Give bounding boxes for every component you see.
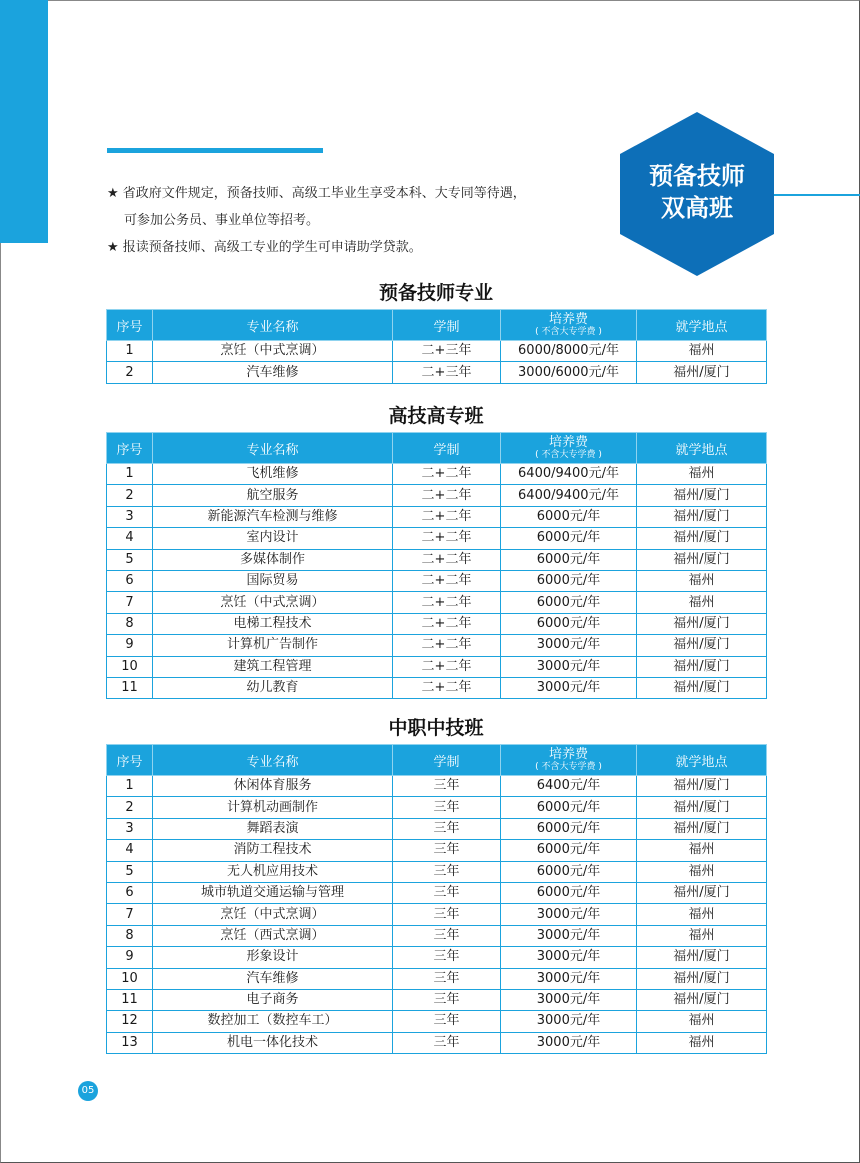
table-row: [107, 840, 767, 861]
cell-no: 1: [107, 341, 153, 362]
table-row: [107, 925, 767, 946]
table-row: [107, 861, 767, 882]
cell-major-name: 烹饪（西式烹调）: [153, 925, 393, 946]
table-row: [107, 362, 767, 383]
cell-no: 5: [107, 861, 153, 882]
cell-fee: 6000/8000元/年: [501, 341, 637, 362]
cell-location: 福州/厦门: [637, 677, 767, 698]
page-number: 05: [78, 1081, 98, 1101]
cell-duration: 三年: [393, 904, 501, 925]
section-title: 中职中技班: [388, 717, 484, 739]
cell-duration: 三年: [393, 968, 501, 989]
cell-major-name: 电梯工程技术: [153, 613, 393, 634]
cell-duration: 三年: [393, 1032, 501, 1053]
cell-fee: 3000元/年: [501, 947, 637, 968]
cell-major-name: 多媒体制作: [153, 549, 393, 570]
cell-no: 6: [107, 570, 153, 591]
cell-duration: 三年: [393, 925, 501, 946]
cell-location: 福州/厦门: [637, 528, 767, 549]
policy-notes: [107, 180, 526, 261]
cell-location: 福州: [637, 570, 767, 591]
header-fee: [501, 433, 637, 464]
table-header-row: [107, 310, 767, 341]
cell-major-name: 建筑工程管理: [153, 656, 393, 677]
table-row: [107, 1032, 767, 1053]
cell-duration: 二+二年: [393, 592, 501, 613]
cell-fee: 6400/9400元/年: [501, 464, 637, 485]
header-fee-label: 培养费: [548, 434, 588, 450]
cell-no: 9: [107, 635, 153, 656]
header-duration: 学制: [393, 310, 501, 341]
cell-no: 7: [107, 592, 153, 613]
cell-duration: 二+二年: [393, 485, 501, 506]
header-major-name: 专业名称: [153, 433, 393, 464]
table-row: [107, 570, 767, 591]
cell-no: 12: [107, 1011, 153, 1032]
cell-fee: 6000元/年: [501, 861, 637, 882]
table-row: [107, 989, 767, 1010]
table-row: [107, 818, 767, 839]
header-no: 序号: [107, 433, 153, 464]
header-fee-note: ( 不含大专学费 ): [535, 449, 602, 460]
cell-location: 福州/厦门: [637, 776, 767, 797]
cell-fee: 6400/9400元/年: [501, 485, 637, 506]
cell-no: 10: [107, 968, 153, 989]
table-header-row: [107, 745, 767, 776]
cell-location: 福州: [637, 1032, 767, 1053]
table-row: [107, 677, 767, 698]
cell-location: 福州/厦门: [637, 947, 767, 968]
cell-fee: 6000元/年: [501, 818, 637, 839]
cell-fee: 6000元/年: [501, 592, 637, 613]
table-row: [107, 904, 767, 925]
major-table: [106, 432, 767, 699]
cell-location: 福州/厦门: [637, 968, 767, 989]
table-row: [107, 776, 767, 797]
cell-duration: 三年: [393, 776, 501, 797]
cell-major-name: 电子商务: [153, 989, 393, 1010]
cell-major-name: 汽车维修: [153, 968, 393, 989]
cell-location: 福州/厦门: [637, 797, 767, 818]
cell-location: 福州/厦门: [637, 549, 767, 570]
table-row: [107, 968, 767, 989]
cell-fee: 6400元/年: [501, 776, 637, 797]
header-location: 就学地点: [637, 433, 767, 464]
badge-connector-line: [770, 194, 860, 196]
cell-major-name: 消防工程技术: [153, 840, 393, 861]
major-table: [106, 309, 767, 384]
header-location: 就学地点: [637, 745, 767, 776]
cell-duration: 三年: [393, 818, 501, 839]
cell-fee: 6000元/年: [501, 528, 637, 549]
cell-location: 福州: [637, 904, 767, 925]
accent-line: [107, 148, 323, 153]
header-fee-label: 培养费: [548, 746, 588, 762]
cell-duration: 二+二年: [393, 656, 501, 677]
cell-fee: 6000元/年: [501, 570, 637, 591]
cell-fee: 3000/6000元/年: [501, 362, 637, 383]
star-icon: ★: [107, 240, 119, 255]
header-duration: 学制: [393, 745, 501, 776]
badge-title: [618, 160, 776, 224]
cell-fee: 6000元/年: [501, 840, 637, 861]
header-major-name: 专业名称: [153, 310, 393, 341]
cell-fee: 6000元/年: [501, 797, 637, 818]
cell-location: 福州/厦门: [637, 613, 767, 634]
note-1: [107, 180, 526, 207]
cell-major-name: 烹饪（中式烹调）: [153, 592, 393, 613]
cell-no: 5: [107, 549, 153, 570]
cell-no: 1: [107, 776, 153, 797]
cell-duration: 三年: [393, 1011, 501, 1032]
cell-no: 7: [107, 904, 153, 925]
table-header-row: [107, 433, 767, 464]
cell-location: 福州/厦门: [637, 989, 767, 1010]
table-row: [107, 797, 767, 818]
cell-location: 福州/厦门: [637, 635, 767, 656]
table-row: [107, 464, 767, 485]
cell-fee: 3000元/年: [501, 677, 637, 698]
cell-location: 福州: [637, 925, 767, 946]
section-title: 预备技师专业: [378, 282, 493, 304]
cell-fee: 3000元/年: [501, 925, 637, 946]
cell-location: 福州: [637, 464, 767, 485]
header-duration: 学制: [393, 433, 501, 464]
table-row: [107, 528, 767, 549]
section-title: 高技高专班: [388, 405, 484, 427]
header-fee-label: 培养费: [548, 311, 588, 327]
table-row: [107, 485, 767, 506]
cell-no: 3: [107, 506, 153, 527]
cell-fee: 6000元/年: [501, 506, 637, 527]
header-fee-note: ( 不含大专学费 ): [535, 761, 602, 772]
cell-location: 福州/厦门: [637, 818, 767, 839]
table-row: [107, 592, 767, 613]
cell-duration: 三年: [393, 989, 501, 1010]
cell-no: 3: [107, 818, 153, 839]
cell-major-name: 室内设计: [153, 528, 393, 549]
cell-major-name: 计算机广告制作: [153, 635, 393, 656]
table-row: [107, 549, 767, 570]
cell-no: 11: [107, 677, 153, 698]
table-row: [107, 882, 767, 903]
table-row: [107, 947, 767, 968]
cell-duration: 二+二年: [393, 549, 501, 570]
badge-line-1: 预备技师: [649, 162, 745, 190]
cell-no: 2: [107, 485, 153, 506]
cell-duration: 二+二年: [393, 677, 501, 698]
star-icon: ★: [107, 186, 119, 201]
cell-duration: 二+二年: [393, 464, 501, 485]
cell-major-name: 机电一体化技术: [153, 1032, 393, 1053]
cell-no: 10: [107, 656, 153, 677]
cell-major-name: 新能源汽车检测与维修: [153, 506, 393, 527]
cell-major-name: 烹饪（中式烹调）: [153, 904, 393, 925]
header-no: 序号: [107, 310, 153, 341]
cell-duration: 二+二年: [393, 528, 501, 549]
cell-no: 4: [107, 840, 153, 861]
cell-duration: 二+三年: [393, 341, 501, 362]
cell-location: 福州: [637, 840, 767, 861]
cell-fee: 3000元/年: [501, 968, 637, 989]
cell-duration: 二+二年: [393, 635, 501, 656]
cell-location: 福州: [637, 1011, 767, 1032]
cell-no: 4: [107, 528, 153, 549]
cell-major-name: 汽车维修: [153, 362, 393, 383]
badge-line-2: 双高班: [661, 194, 733, 222]
note-2-text: 报读预备技师、高级工专业的学生可申请助学贷款。: [122, 240, 422, 255]
major-table: [106, 744, 767, 1054]
cell-major-name: 形象设计: [153, 947, 393, 968]
cell-duration: 二+三年: [393, 362, 501, 383]
header-major-name: 专业名称: [153, 745, 393, 776]
cell-fee: 6000元/年: [501, 549, 637, 570]
cell-duration: 三年: [393, 882, 501, 903]
cell-location: 福州/厦门: [637, 506, 767, 527]
header-fee: [501, 310, 637, 341]
header-location: 就学地点: [637, 310, 767, 341]
note-2: [107, 234, 526, 261]
note-1-text: 省政府文件规定，预备技师、高级工毕业生享受本科、大专同等待遇，: [122, 186, 526, 201]
cell-major-name: 休闲体育服务: [153, 776, 393, 797]
table-row: [107, 506, 767, 527]
cell-major-name: 幼儿教育: [153, 677, 393, 698]
cell-fee: 6000元/年: [501, 882, 637, 903]
cell-fee: 3000元/年: [501, 989, 637, 1010]
cell-fee: 3000元/年: [501, 904, 637, 925]
cell-no: 2: [107, 797, 153, 818]
cell-major-name: 无人机应用技术: [153, 861, 393, 882]
cell-location: 福州/厦门: [637, 882, 767, 903]
cell-fee: 3000元/年: [501, 1011, 637, 1032]
cell-fee: 3000元/年: [501, 656, 637, 677]
cell-fee: 3000元/年: [501, 635, 637, 656]
cell-location: 福州: [637, 341, 767, 362]
cell-major-name: 国际贸易: [153, 570, 393, 591]
note-1-continued: 可参加公务员、事业单位等招考。: [124, 213, 320, 228]
header-fee: [501, 745, 637, 776]
cell-no: 1: [107, 464, 153, 485]
cell-major-name: 计算机动画制作: [153, 797, 393, 818]
cell-fee: 6000元/年: [501, 613, 637, 634]
table-row: [107, 1011, 767, 1032]
cell-duration: 三年: [393, 947, 501, 968]
cell-major-name: 飞机维修: [153, 464, 393, 485]
cell-major-name: 城市轨道交通运输与管理: [153, 882, 393, 903]
cell-location: 福州/厦门: [637, 656, 767, 677]
side-accent-bar: [0, 0, 48, 243]
cell-location: 福州/厦门: [637, 485, 767, 506]
cell-duration: 二+二年: [393, 613, 501, 634]
table-row: [107, 635, 767, 656]
table-row: [107, 341, 767, 362]
header-no: 序号: [107, 745, 153, 776]
cell-major-name: 航空服务: [153, 485, 393, 506]
cell-major-name: 舞蹈表演: [153, 818, 393, 839]
cell-no: 11: [107, 989, 153, 1010]
cell-no: 9: [107, 947, 153, 968]
cell-location: 福州/厦门: [637, 362, 767, 383]
cell-duration: 三年: [393, 797, 501, 818]
cell-duration: 三年: [393, 840, 501, 861]
cell-duration: 二+二年: [393, 506, 501, 527]
cell-duration: 三年: [393, 861, 501, 882]
cell-no: 2: [107, 362, 153, 383]
header-fee-note: ( 不含大专学费 ): [535, 326, 602, 337]
cell-duration: 二+二年: [393, 570, 501, 591]
cell-no: 8: [107, 613, 153, 634]
cell-major-name: 数控加工（数控车工）: [153, 1011, 393, 1032]
cell-location: 福州: [637, 592, 767, 613]
cell-location: 福州: [637, 861, 767, 882]
cell-no: 13: [107, 1032, 153, 1053]
cell-no: 8: [107, 925, 153, 946]
cell-major-name: 烹饪（中式烹调）: [153, 341, 393, 362]
table-row: [107, 613, 767, 634]
cell-no: 6: [107, 882, 153, 903]
table-row: [107, 656, 767, 677]
cell-fee: 3000元/年: [501, 1032, 637, 1053]
